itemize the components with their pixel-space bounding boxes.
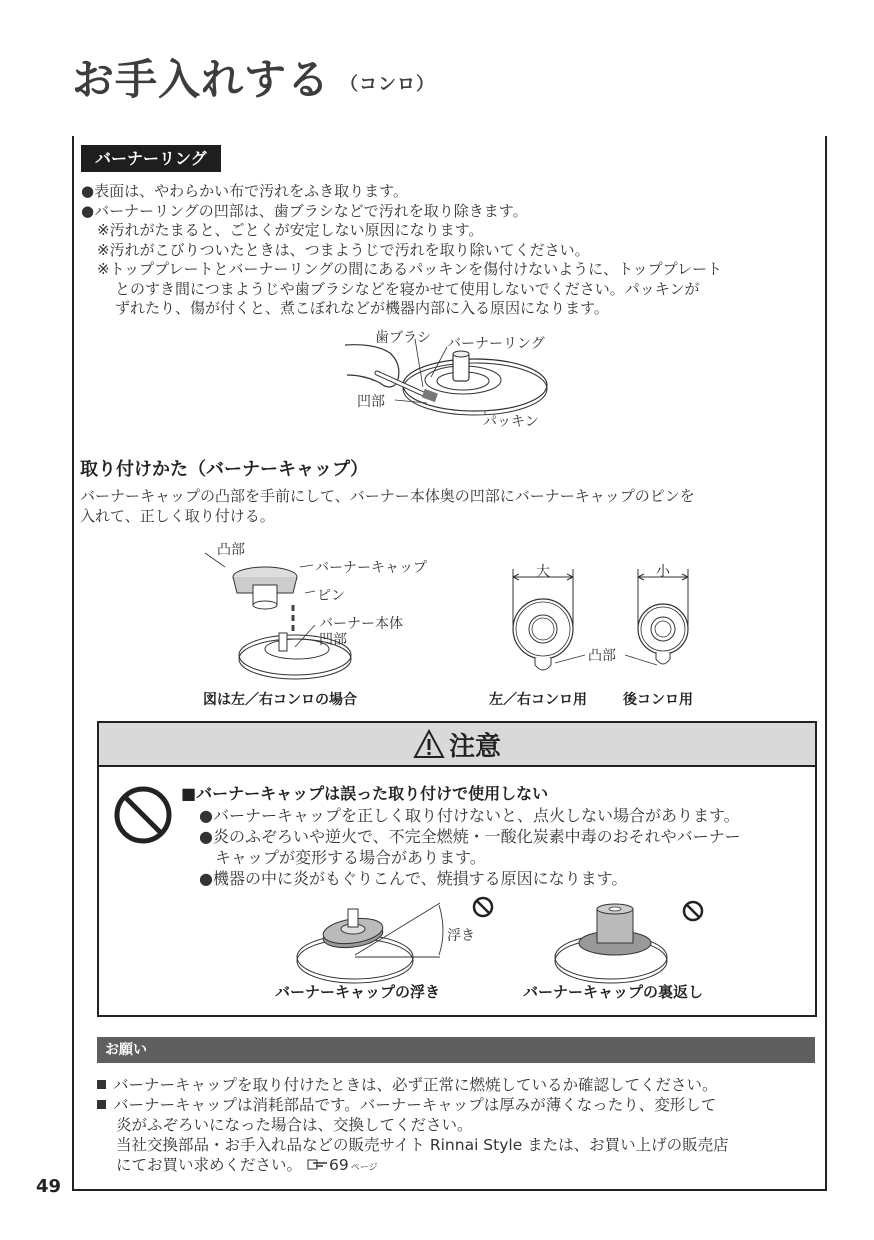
label-float: 浮き — [447, 928, 475, 944]
burner-ring-instructions — [81, 182, 821, 319]
caption-cap-float: バーナーキャップの浮き — [275, 983, 441, 1001]
request-continuation: にてお買い求めください。 69 ページ — [116, 1156, 378, 1174]
square-bullet-icon — [97, 1100, 106, 1109]
label-recess: 凹部 — [319, 632, 347, 648]
request-header: お願い — [97, 1037, 815, 1063]
caution-title: 注意 — [448, 731, 501, 762]
floating-cap-drawing-icon — [295, 895, 515, 985]
note-line: とのすき間につまようじや歯ブラシなどを寝かせて使用しないでください。パッキンが — [115, 279, 700, 298]
request-items — [97, 1075, 827, 1178]
reversed-cap-drawing-icon — [553, 895, 733, 985]
instruction-line: ●表面は、やわらかい布で汚れをふき取ります。 — [81, 182, 408, 200]
caution-items — [199, 805, 741, 889]
page-title — [72, 52, 435, 113]
label-pin: ピン — [317, 588, 345, 604]
request-continuation: 炎がふぞろいになった場合は、交換してください。 — [116, 1116, 473, 1134]
warning-triangle-icon — [413, 729, 445, 759]
burner-cap-size-drawing-icon — [485, 555, 725, 705]
burner-cap-install-figure — [195, 535, 455, 710]
note-line: ※汚れがこびりついたときは、つまようじで汚れを取り除いてください。 — [97, 240, 590, 259]
caption-cap-reversed: バーナーキャップの裏返し — [523, 983, 704, 1001]
page-title-sub: （コンロ） — [340, 74, 436, 95]
caution-header — [99, 723, 815, 767]
install-body-line: 入れて、正しく取り付ける。 — [80, 506, 275, 525]
install-body — [80, 487, 820, 526]
caution-item: ●炎のふぞろいや逆火で、不完全燃焼・一酸化炭素中毒のおそれやバーナー — [199, 827, 741, 846]
caution-box — [97, 721, 817, 1017]
caution-item: キャップが変形する場合があります。 — [215, 848, 486, 867]
request-item: バーナーキャップを取り付けたときは、必ず正常に燃焼しているか確認してください。 — [97, 1075, 827, 1095]
caption-left-right-use: 左／右コンロ用 — [489, 692, 587, 708]
reference-page-number: 69 — [328, 1156, 349, 1174]
square-bullet-icon — [97, 1080, 106, 1089]
label-protrusion: 凸部 — [217, 542, 245, 558]
label-burner-body: バーナー本体 — [319, 616, 403, 632]
page-number: 49 — [36, 1176, 62, 1197]
install-heading: 取り付けかた（バーナーキャップ） — [80, 459, 369, 480]
caution-item: ●バーナーキャップを正しく取り付けないと、点火しない場合があります。 — [199, 806, 740, 825]
label-large: 大 — [536, 564, 550, 580]
reference-page-suffix: ページ — [350, 1163, 378, 1173]
label-toothbrush: 歯ブラシ — [375, 330, 431, 346]
instruction-line: ●バーナーリングの凹部は、歯ブラシなどで汚れを取り除きます。 — [81, 201, 528, 220]
caution-heading: ■バーナーキャップは誤った取り付けで使用しない — [181, 784, 549, 803]
label-burner-cap: バーナーキャップ — [315, 560, 427, 576]
label-protrusion: 凸部 — [588, 648, 616, 664]
pointing-hand-icon — [307, 1157, 329, 1171]
caption-left-right-stove: 図は左／右コンロの場合 — [203, 692, 357, 708]
label-packing: パッキン — [483, 414, 539, 430]
request-continuation: 当社交換部品・お手入れ品などの販売サイト Rinnai Style または、お買い上げの販売店 — [116, 1136, 729, 1154]
label-recess: 凹部 — [357, 394, 385, 410]
page-reference-link[interactable] — [307, 1156, 378, 1174]
prohibition-icon — [113, 785, 173, 845]
request-item: バーナーキャップは消耗部品です。バーナーキャップは厚みが薄くなったり、変形して — [97, 1095, 827, 1115]
burner-cap-size-figure — [485, 555, 725, 708]
label-small: 小 — [656, 564, 670, 580]
section-label-burner-ring: バーナーリング — [81, 145, 221, 172]
burner-ring-cleaning-illustration — [335, 325, 585, 435]
note-line: ※トッププレートとバーナーリングの間にあるパッキンを傷付けないように、トッププレート — [97, 260, 723, 278]
caution-item: ●機器の中に炎がもぐりこんで、焼損する原因になります。 — [199, 869, 628, 888]
caption-rear-use: 後コンロ用 — [623, 692, 693, 708]
note-line: ※汚れがたまると、ごとくが安定しない原因になります。 — [97, 221, 484, 239]
label-burner-ring: バーナーリング — [447, 336, 545, 352]
page-title-main: お手入れする — [72, 55, 331, 104]
install-body-line: バーナーキャップの凸部を手前にして、バーナー本体奥の凹部にバーナーキャップのピンを — [80, 487, 695, 505]
note-line: ずれたり、傷が付くと、煮こぼれなどが機器内部に入る原因になります。 — [115, 299, 609, 317]
